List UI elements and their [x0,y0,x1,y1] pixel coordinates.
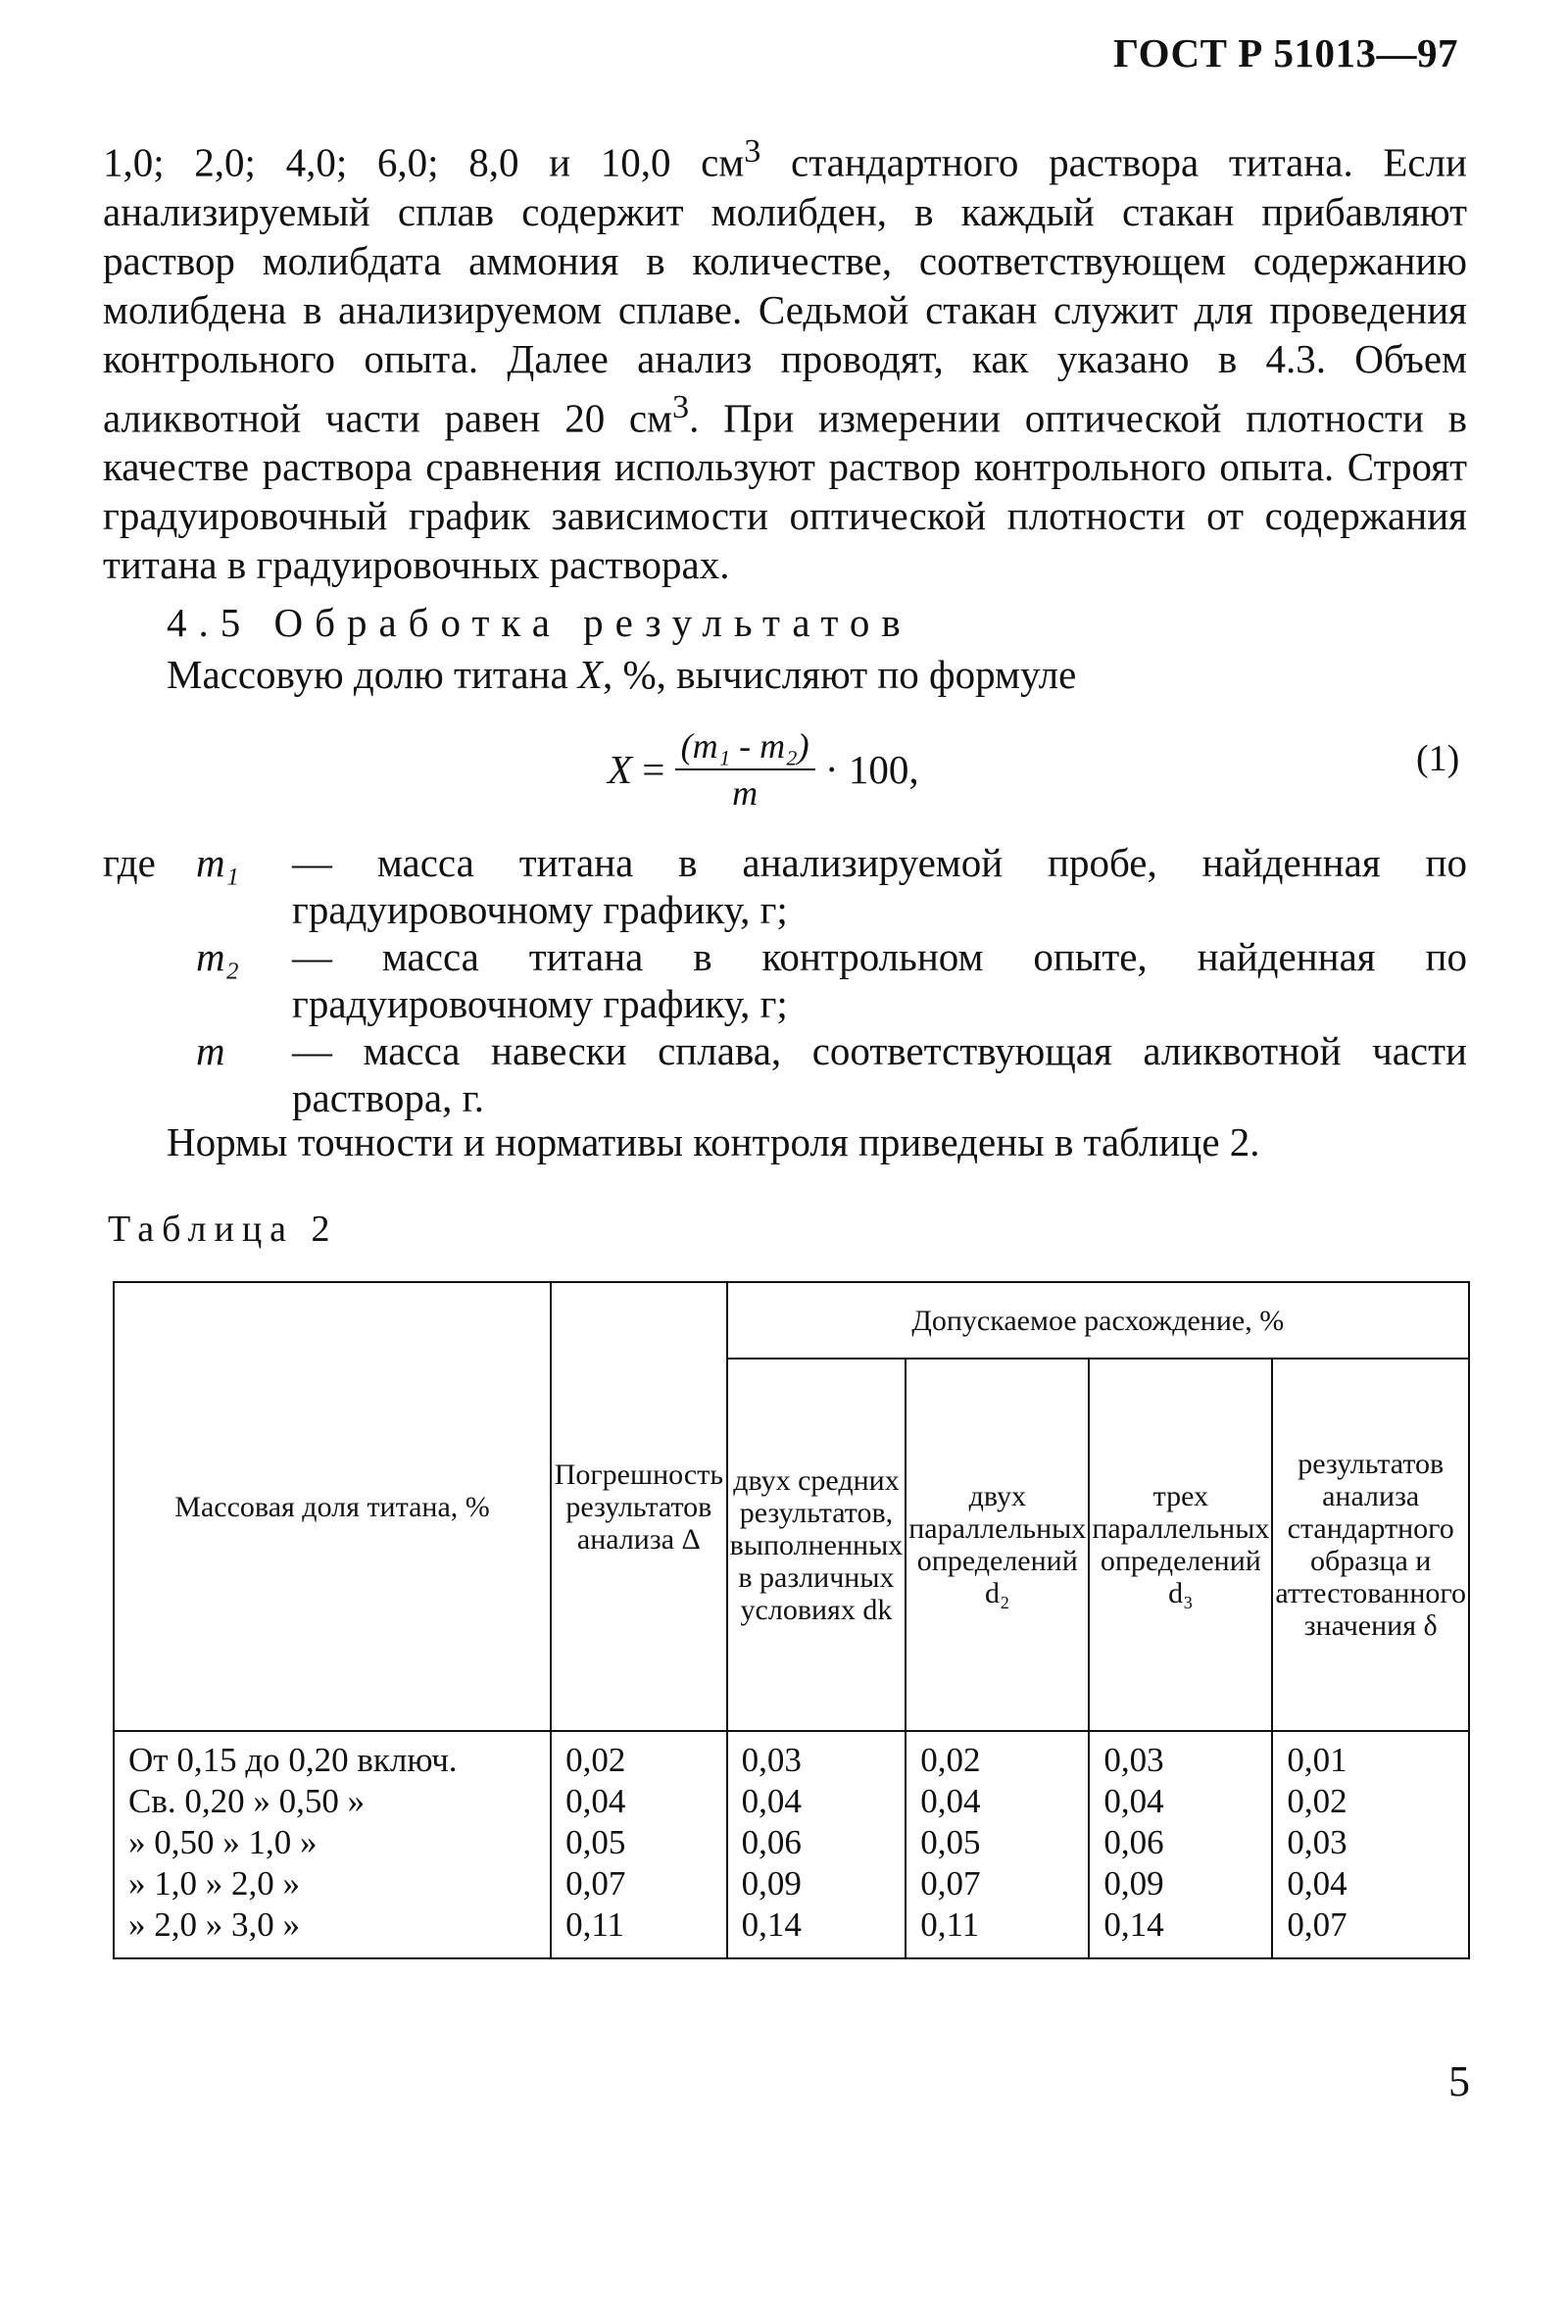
formula-denominator: m [732,773,759,813]
header-d3: трех параллельных определений d₃ [1089,1359,1272,1731]
definition-item [103,839,1467,933]
definition-item [103,933,1467,1027]
cell-d3 [1089,1731,1272,1958]
paragraph-table-reference: Нормы точности и нормативы контроля приведены в таблице 2. [167,1119,1260,1164]
paragraph-calibration-part3: . При измерении оптической плотности в качестве раствора сравнения используют раствор контрольного опыта. Строят градуировочный график зависимости оптической плотности от содержания титана в градуировочных растворах. [103,395,1467,588]
definition-item [103,1027,1467,1121]
dk-value: 0,09 [741,1864,802,1903]
formula-fraction [675,725,815,814]
paragraph-formula-intro [167,651,1076,698]
definition-symbol: m₁ [196,840,239,885]
header-d2: двух параллельных определений d₂ [906,1359,1089,1731]
definition-text: — масса титана в контрольном опыте, найденная по градуировочному графику, г; [292,934,1467,1026]
header-delta: результатов анализа стандартного образца и аттестованного значения δ [1272,1359,1469,1731]
cell-error [551,1731,727,1958]
dk-value: 0,04 [741,1782,802,1820]
delta-value: 0,04 [1287,1864,1348,1903]
mass-value: Св. 0,20 » 0,50 » [128,1782,366,1820]
d3-value: 0,04 [1103,1782,1164,1820]
table-row [114,1731,1469,1958]
d2-value: 0,07 [920,1864,981,1903]
definition-text: — масса титана в анализируемой пробе, найденная по градуировочному графику, г; [292,840,1467,932]
cell-dk [727,1731,906,1958]
formula [608,725,919,814]
definitions-where: где [103,840,156,885]
table-caption: Таблица 2 [108,1209,338,1250]
equation-number: (1) [1416,738,1460,779]
d3-value: 0,09 [1103,1864,1164,1903]
error-value: 0,04 [565,1782,626,1820]
delta-value: 0,07 [1287,1905,1348,1944]
error-value: 0,07 [565,1864,626,1903]
mass-value: От 0,15 до 0,20 включ. [128,1741,458,1779]
formula-numerator: (m₁ - m₂) [675,725,815,770]
mass-value: » 2,0 » 3,0 » [128,1905,300,1944]
formula-lhs: X [608,747,633,792]
error-value: 0,11 [565,1905,625,1944]
superscript-3: 3 [672,388,690,425]
formula-intro-variable: X [577,652,603,697]
definition-symbol: m [196,1028,225,1073]
dk-value: 0,03 [741,1741,802,1779]
page-number: 5 [1448,2057,1470,2105]
definition-text: — масса навески сплава, соответствующая аликвотной части раствора, г. [292,1028,1467,1120]
d3-value: 0,03 [1103,1741,1164,1779]
dk-value: 0,14 [741,1905,802,1944]
d3-value: 0,14 [1103,1905,1164,1944]
delta-value: 0,01 [1287,1741,1348,1779]
cell-d2 [906,1731,1089,1958]
cell-delta [1272,1731,1469,1958]
d2-value: 0,05 [920,1823,981,1861]
dk-value: 0,06 [741,1823,802,1861]
mass-value: » 1,0 » 2,0 » [128,1864,300,1903]
error-value: 0,02 [565,1741,626,1779]
formula-equals: = [642,747,665,792]
error-value: 0,05 [565,1823,626,1861]
cell-mass [114,1731,551,1958]
section-heading: 4.5 Обработка результатов [167,600,912,645]
d3-value: 0,06 [1103,1823,1164,1861]
paragraph-calibration [103,127,1467,589]
definitions-list [103,839,1467,1121]
d2-value: 0,11 [920,1905,980,1944]
d2-value: 0,04 [920,1782,981,1820]
mass-value: » 0,50 » 1,0 » [128,1823,318,1861]
header-dk: двух средних результатов, выполненных в различных условиях dk [727,1359,906,1731]
delta-value: 0,02 [1287,1782,1348,1820]
header-mass-fraction: Массовая доля титана, % [114,1282,551,1731]
header-allowed-discrepancy: Допускаемое расхождение, % [727,1282,1469,1359]
header-error: Погрешность результатов анализа Δ [551,1282,727,1731]
definition-symbol: m₂ [196,934,239,979]
delta-value: 0,03 [1287,1823,1348,1861]
standard-header: ГОСТ Р 51013—97 [1113,30,1458,75]
superscript-3: 3 [744,133,761,170]
formula-intro-text: Массовую долю титана [167,652,578,697]
paragraph-calibration-part1: 1,0; 2,0; 4,0; 6,0; 8,0 и 10,0 см [103,139,745,185]
formula-intro-tail: , %, вычисляют по формуле [602,652,1077,697]
paragraph-calibration-part2: стандартного раствора титана. Если анализируемый сплав содержит молибден, в каждый стакан прибавляют раствор молибдата аммония в количестве, соответствующем содержанию молибдена в анализируемом сплаве. Седьмой стакан служит для проведения контрольного опыта. Далее анализ проводят, как указано в 4.3. Объем аликвотной части равен 20 см [103,139,1467,441]
formula-multiplier: · 100, [824,747,919,792]
accuracy-table [113,1281,1470,1959]
d2-value: 0,02 [920,1741,981,1779]
